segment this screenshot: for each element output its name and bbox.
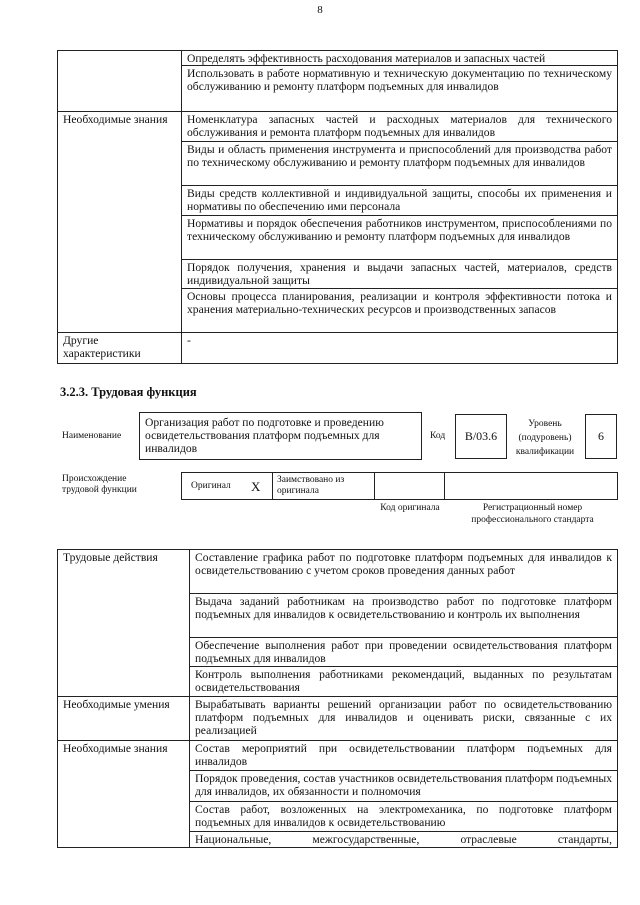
table-cell: Вырабатывать варианты решений организации работ по освидетельствованию платформ подъемных для инвалидов и оценивать риски, связанные с их реализацией (190, 697, 618, 741)
original-cell (181, 472, 273, 500)
name-label: Наименование (62, 431, 122, 441)
row-label-knowledge: Необходимые знания (58, 112, 182, 333)
table-cell: Состав работ, возложенных на электромеханика, по подготовке платформ подъемных для инвалидов к освидетельствованию (190, 802, 618, 832)
table-cell: Использовать в работе нормативную и техническую документацию по техническому обслуживанию и ремонту платформ подъемных для инвалидов (182, 66, 618, 112)
table-cell: Нормативы и порядок обеспечения работников инструментом, приспособлениями по техническому обслуживанию и ремонту платформ подъемных для инвалидов (182, 216, 618, 260)
table-cell: Виды средств коллективной и индивидуальной защиты, способы их применения и нормативы по обеспечению ими персонала (182, 186, 618, 216)
table-cell: Порядок получения, хранения и выдачи запасных частей, материалов, средств индивидуальной защиты (182, 260, 618, 289)
table-cell: Выдача заданий работникам на производство работ по подготовке платформ подъемных для инвалидов к освидетельствованию и контроль их выполнения (190, 594, 618, 638)
level-label: Уровень (подуровень) квалификации (515, 419, 575, 457)
row-label-actions: Трудовые действия (58, 550, 190, 697)
table-cell: Основы процесса планирования, реализации и контроля эффективности потока и хранения материально-технических ресурсов и производственных запасов (182, 289, 618, 333)
borrowed-cell (272, 472, 375, 500)
table-cell: Состав мероприятий при освидетельствовании платформ подъемных для инвалидов (190, 741, 618, 771)
row-label-skills: Необходимые умения (58, 697, 190, 741)
code-original-box (374, 472, 445, 500)
table-cell: Порядок проведения, состав участников освидетельствования платформ подъемных для инвалидов, их обязанности и полномочия (190, 771, 618, 802)
code-label: Код (430, 431, 446, 441)
function-name: Организация работ по подготовке и проведению освидетельствования платформ подъемных для инвалидов (145, 416, 384, 455)
origin-label: Происхождение трудовой функции (62, 474, 137, 495)
row-label-knowledge: Необходимые знания (58, 741, 190, 848)
table-cell: Обеспечение выполнения работ при проведении освидетельствования платформ подъемных для инвалидов (190, 638, 618, 667)
skills-table-continued (57, 50, 618, 364)
labor-function-table (57, 549, 618, 848)
page-number: 8 (317, 4, 323, 16)
section-title: 3.2.3. Трудовая функция (60, 385, 197, 399)
table-cell: Контроль выполнения работниками рекомендаций, выданных по результатам освидетельствования (190, 667, 618, 697)
reg-number-label: Регистрационный номер профессионального стандарта (471, 503, 594, 525)
borrowed-label: Заимствовано из оригинала (277, 475, 345, 496)
row-label-other: Другие характеристики (58, 333, 182, 364)
code-value: B/03.6 (455, 414, 507, 459)
function-name-box (139, 412, 422, 460)
table-cell: Составление графика работ по подготовке платформ подъемных для инвалидов к освидетельствованию с учетом сроков проведения данных работ (190, 550, 618, 594)
reg-number-box (444, 472, 618, 500)
row-label (58, 51, 182, 112)
code-original-label: Код оригинала (380, 503, 440, 513)
level-value: 6 (585, 414, 617, 459)
table-cell: Национальные, межгосударственные, отраслевые стандарты, (190, 832, 618, 848)
table-cell: Номенклатура запасных частей и расходных материалов для технического обслуживания и ремонта платформ подъемных для инвалидов (182, 112, 618, 142)
table-cell: Виды и область применения инструмента и приспособлений для производства работ по техническому обслуживанию и ремонту платформ подъемных для инвалидов (182, 142, 618, 186)
original-mark: X (251, 479, 261, 494)
original-label: Оригинал (191, 481, 231, 491)
table-cell: Определять эффективность расходования материалов и запасных частей (182, 51, 618, 66)
table-cell: - (182, 333, 618, 364)
